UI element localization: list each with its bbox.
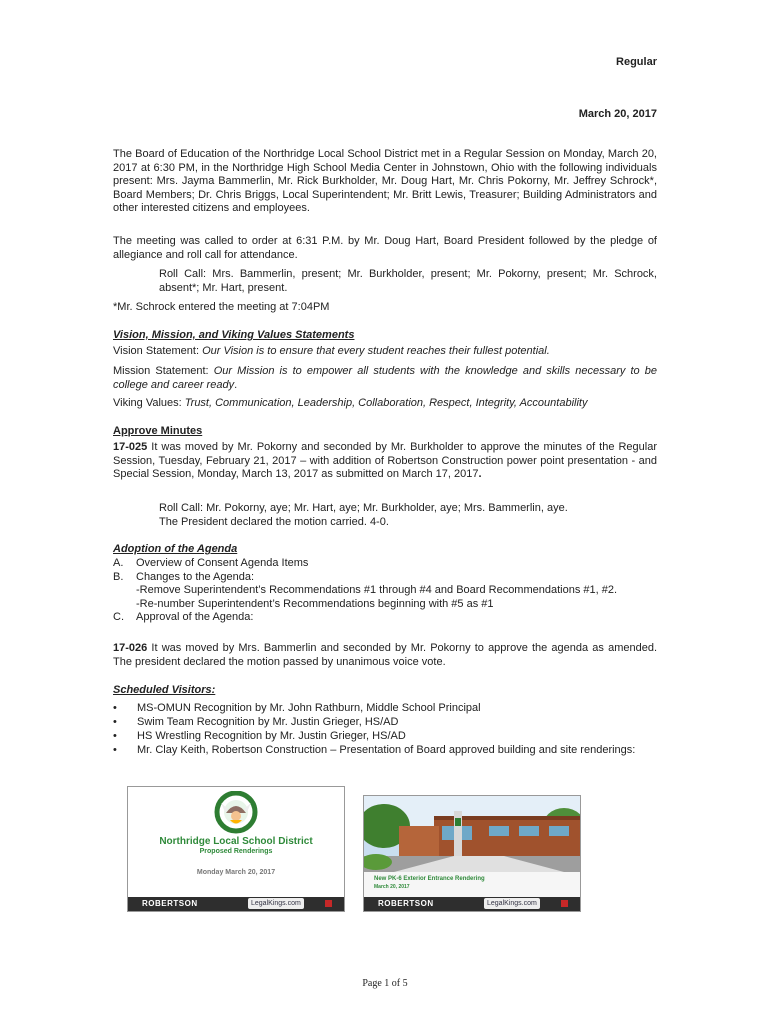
agenda-text: -Remove Superintendent’s Recommendations #1 through #4 and Board Recommendations #1, #2.	[136, 584, 618, 596]
minutes-result: The President declared the motion carried. 4-0.	[159, 516, 389, 528]
slide-logo-icon	[561, 900, 568, 907]
vision-statement	[113, 345, 657, 359]
agenda-change-1	[113, 584, 658, 598]
school-building-rendering	[364, 796, 580, 872]
values-label: Viking Values:	[113, 397, 185, 409]
mission-label: Mission Statement:	[113, 365, 214, 377]
bullet: •	[113, 744, 117, 756]
attendance-roll-call: Roll Call: Mrs. Bammerlin, present; Mr. Burkholder, present; Mr. Pokorny, present; Mr. Schrock, absent*; Mr. Hart, present.	[159, 268, 657, 294]
northridge-vikings-logo	[213, 791, 259, 835]
intro-paragraph: The Board of Education of the Northridge Local School District met in a Regular Session on Monday, March 20, 2017 at 6:30 PM, in the Northridge High School Media Center in Johnstown, Ohio with the following individuals present: Mrs. Jayma Bammerlin, Mr. Rick Burkholder, Mr. Doug Hart, Mr. Chris Pokorny, Mr. Jeffrey Schrock*, Board Members; Dr. Chris Briggs, Local Superintendent; Mr. Britt Lewis, Treasurer; Building Administrators and other interested citizens and employees.	[113, 148, 657, 214]
agenda-text: -Re-number Superintendent’s Recommendations beginning with #5 as #1	[136, 597, 494, 610]
minutes-roll-call: Roll Call: Mr. Pokorny, aye; Mr. Hart, aye; Mr. Burkholder, aye; Mrs. Bammerlin, aye.	[159, 502, 568, 514]
page-number: Page 1 of 5	[362, 978, 408, 989]
motion-text: It was moved by Mrs. Bammerlin and seconded by Mr. Pokorny to approve the agenda as amended. The president declared the motion passed by unanimous voice vote.	[113, 642, 657, 668]
agenda-item-c	[113, 611, 658, 625]
motion-17-025	[113, 441, 657, 482]
slide-footer-bar	[364, 897, 580, 911]
visitors-heading: Scheduled Visitors:	[113, 684, 216, 696]
slide-title: Northridge Local School District	[159, 836, 313, 847]
bullet: •	[113, 716, 117, 728]
mission-period: .	[234, 378, 238, 391]
session-type: Regular	[616, 56, 657, 68]
legalkings-watermark: LegalKings.com	[484, 898, 540, 909]
legalkings-watermark: LegalKings.com	[248, 898, 304, 909]
list-item	[113, 743, 658, 757]
slide-rendering-image	[363, 795, 581, 912]
vision-label: Vision Statement:	[113, 345, 203, 357]
slide-title-image	[127, 786, 345, 912]
rendering-caption: New PK-6 Exterior Entrance Rendering	[374, 876, 485, 882]
agenda-marker: B.	[113, 570, 124, 583]
agenda-item-b	[113, 571, 658, 585]
bullet: •	[113, 702, 117, 714]
list-item	[113, 715, 658, 729]
agenda-list	[113, 557, 658, 625]
vision-text: Our Vision is to ensure that every student reaches their fullest potential.	[202, 345, 550, 357]
visitor-text: HS Wrestling Recognition by Mr. Justin Grieger, HS/AD	[137, 730, 406, 742]
mission-statement	[113, 365, 657, 392]
mission-text: Our Mission is to empower all students with the knowledge and skills necessary to be college and career ready	[113, 365, 657, 391]
motion-text: It was moved by Mr. Pokorny and seconded by Mr. Burkholder to approve the minutes of the Regular Session, Tuesday, February 21, 2017 – with addition of Robertson Construction power point presentation - and Special Session, Monday, March 13, 2017 as submitted on March 17, 2017	[113, 441, 657, 480]
bullet: •	[113, 730, 117, 742]
agenda-item-a	[113, 557, 658, 571]
vision-heading: Vision, Mission, and Viking Values Statements	[113, 329, 355, 341]
values-text: Trust, Communication, Leadership, Collaboration, Respect, Integrity, Accountability	[184, 397, 588, 409]
list-item	[113, 729, 658, 743]
robertson-brand: ROBERTSON	[378, 899, 434, 908]
schrock-note: *Mr. Schrock entered the meeting at 7:04PM	[113, 301, 330, 313]
visitor-text: Mr. Clay Keith, Robertson Construction – Presentation of Board approved building and site renderings:	[137, 744, 636, 756]
agenda-text: Changes to the Agenda:	[136, 570, 255, 583]
list-item	[113, 701, 658, 715]
slide-date: Monday March 20, 2017	[196, 869, 276, 876]
approve-minutes-heading: Approve Minutes	[113, 425, 203, 437]
rendering-caption-date: March 20, 2017	[374, 884, 410, 890]
robertson-brand: ROBERTSON	[142, 899, 198, 908]
viking-values	[113, 397, 673, 411]
meeting-date: March 20, 2017	[578, 108, 657, 120]
motion-period: .	[478, 468, 482, 480]
agenda-text: Approval of the Agenda:	[136, 611, 254, 623]
agenda-text: Overview of Consent Agenda Items	[136, 557, 309, 569]
visitor-text: Swim Team Recognition by Mr. Justin Grieger, HS/AD	[137, 716, 399, 728]
motion-number: 17-025	[113, 441, 148, 453]
motion-17-026	[113, 642, 657, 669]
visitor-text: MS-OMUN Recognition by Mr. John Rathburn, Middle School Principal	[137, 702, 481, 714]
agenda-marker: C.	[113, 611, 124, 623]
slide-footer-bar	[128, 897, 344, 911]
visitors-list	[113, 701, 658, 757]
slide-subtitle: Proposed Renderings	[199, 848, 273, 855]
agenda-heading: Adoption of the Agenda	[113, 543, 238, 555]
agenda-marker: A.	[113, 557, 124, 569]
agenda-change-2	[113, 598, 658, 612]
motion-number: 17-026	[113, 642, 148, 654]
call-to-order-paragraph: The meeting was called to order at 6:31 P.M. by Mr. Doug Hart, Board President followed by the pledge of allegiance and roll call for attendance.	[113, 235, 657, 261]
slide-logo-icon	[325, 900, 332, 907]
